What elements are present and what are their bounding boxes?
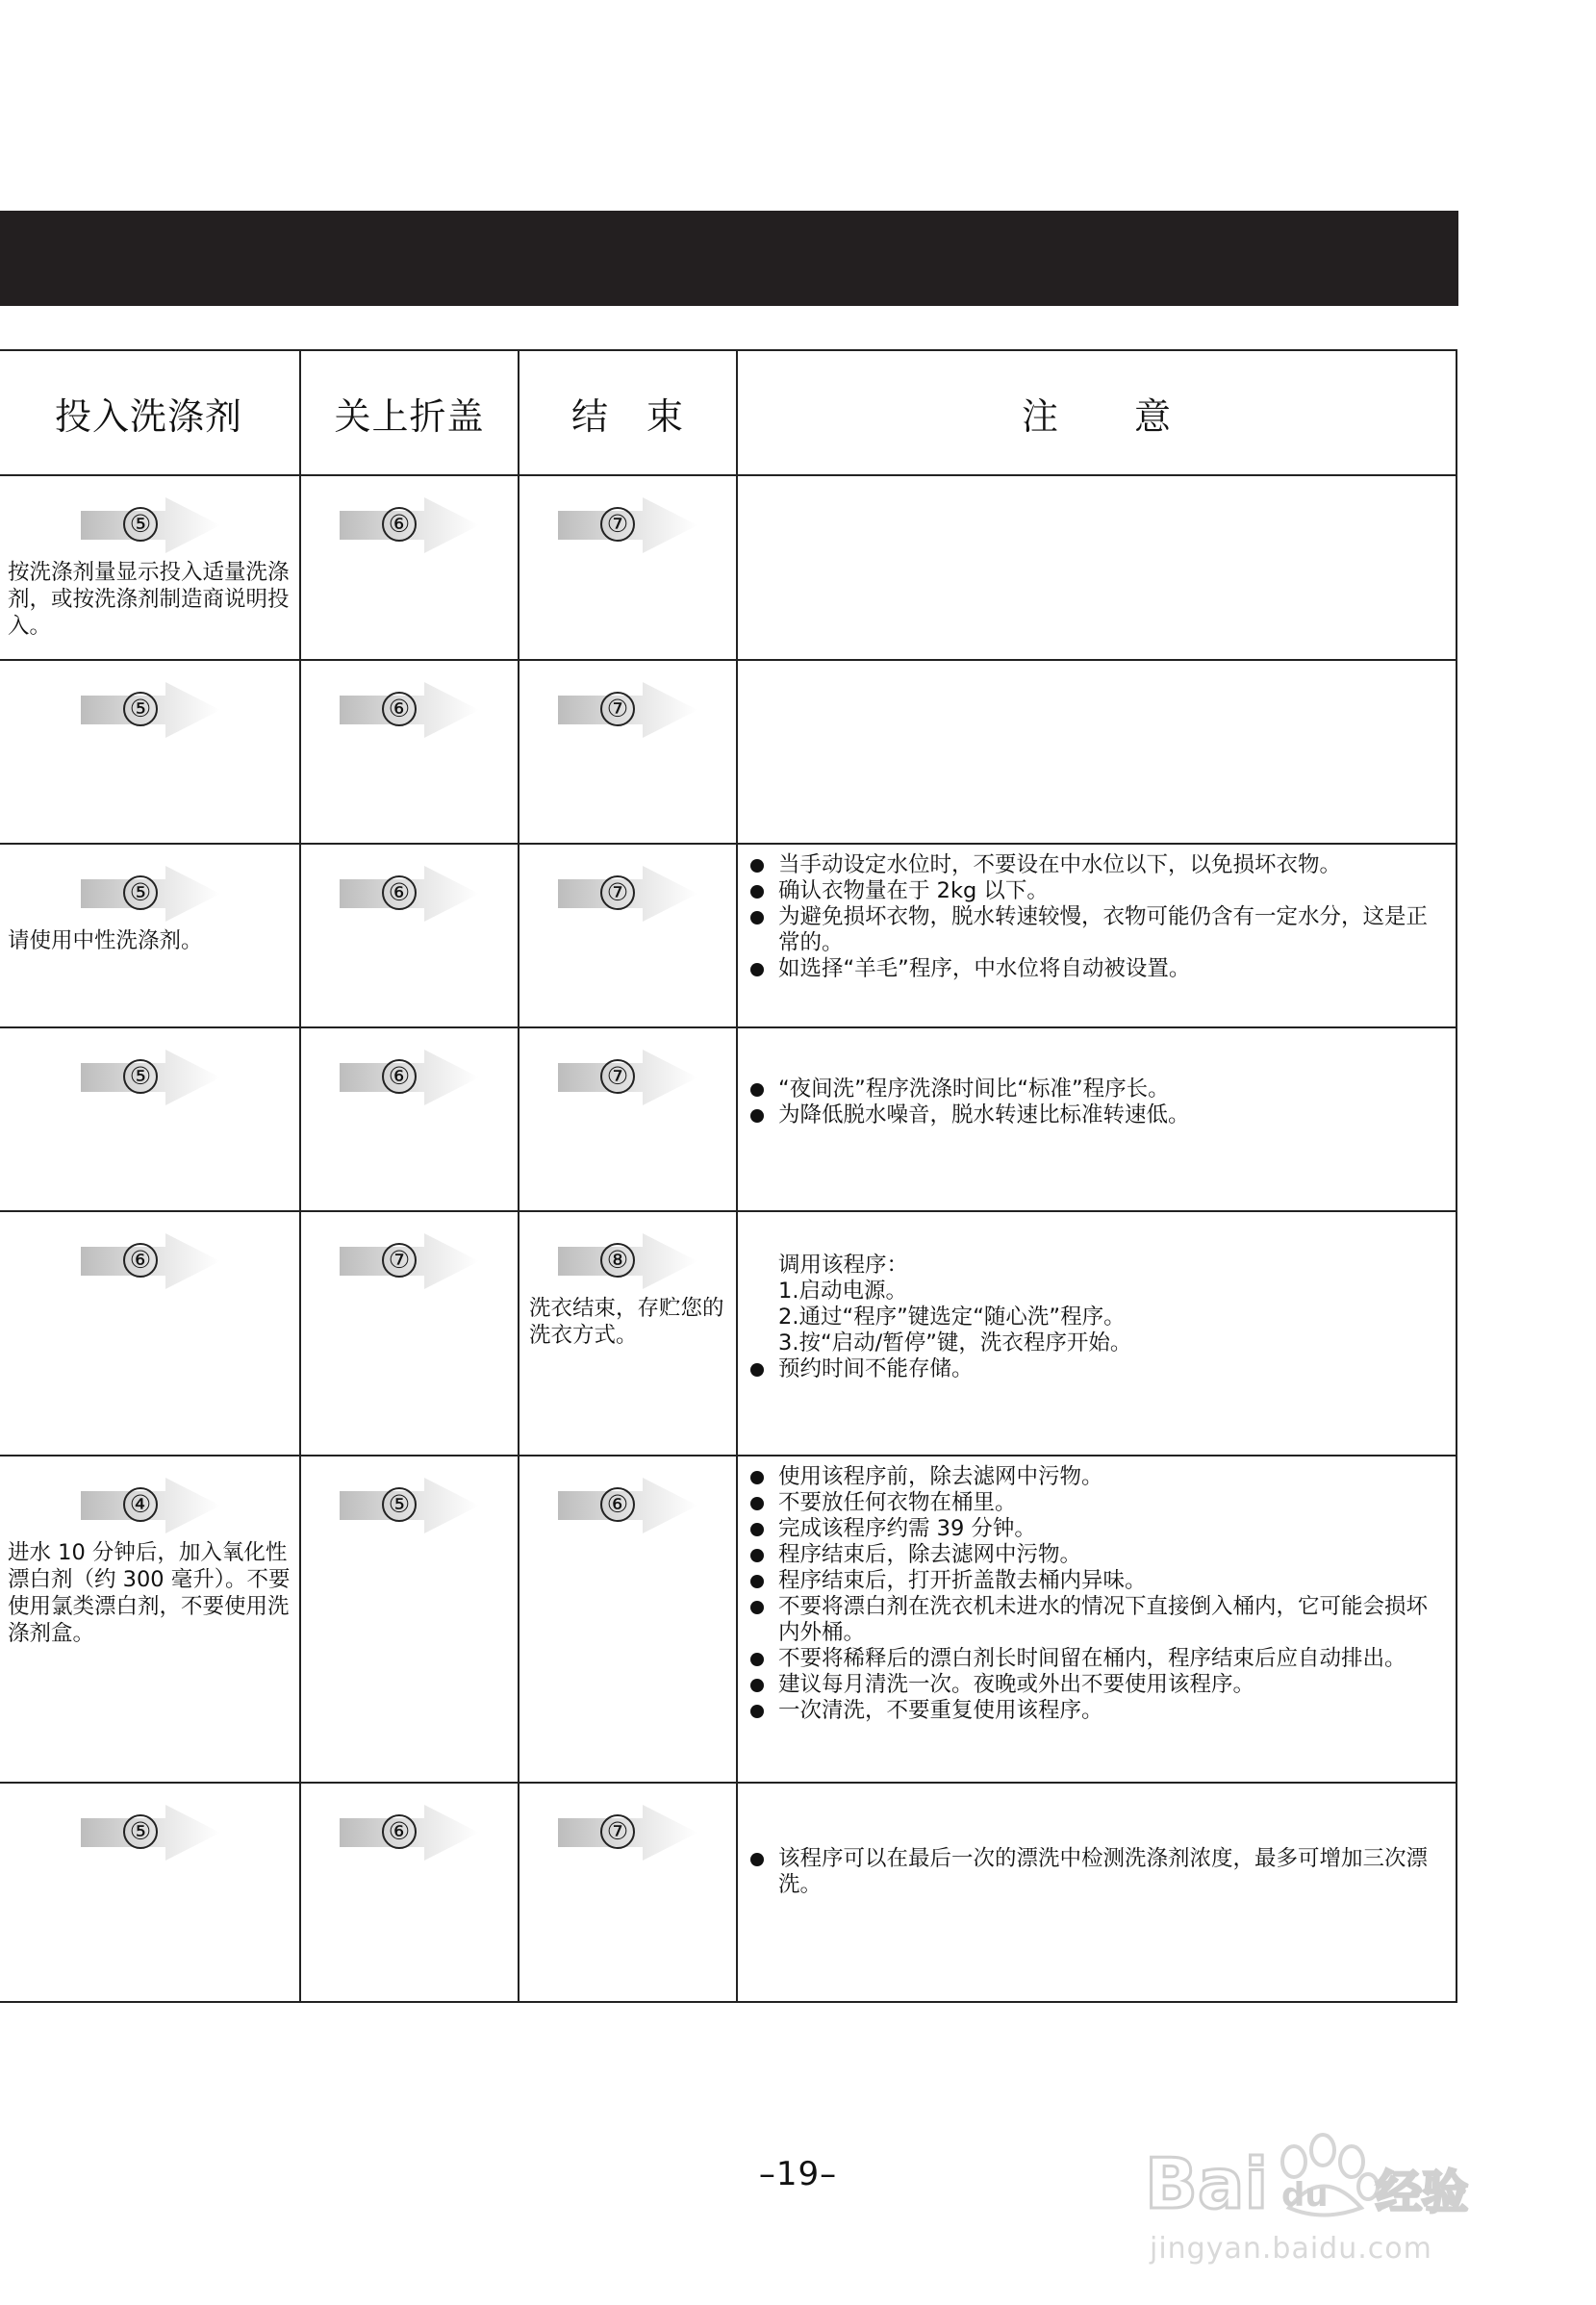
cell-add-detergent <box>0 660 300 844</box>
watermark-url: jingyan.baidu.com <box>1150 2232 1432 2266</box>
note-item: “夜间洗”程序洗涤时间比“标准”程序长。 <box>747 1077 1448 1102</box>
step-arrow <box>81 1233 220 1289</box>
step-number: ⑦ <box>600 1059 635 1094</box>
step-number: ⑧ <box>600 1243 635 1278</box>
step-arrow <box>558 866 697 922</box>
notes-list <box>738 1028 1456 1128</box>
page-number: –19– <box>758 2155 838 2193</box>
note-item: 1.启动电源。 <box>778 1279 907 1304</box>
note-item: 2.通过“程序”键选定“随心洗”程序。 <box>778 1304 1126 1330</box>
step-number: ⑦ <box>600 1814 635 1849</box>
cell-end <box>519 660 737 844</box>
cell-notes <box>737 1783 1457 2002</box>
step-arrow <box>81 866 220 922</box>
cell-end <box>519 475 737 660</box>
note-item: 为降低脱水噪音，脱水转速比标准转速低。 <box>747 1102 1448 1128</box>
cell-notes <box>737 1211 1457 1456</box>
step-arrow <box>81 1805 220 1861</box>
cell-add-detergent <box>0 475 300 660</box>
note-item: 使用该程序前，除去滤网中污物。 <box>747 1464 1448 1490</box>
cell-end <box>519 1783 737 2002</box>
cell-add-detergent <box>0 1783 300 2002</box>
table-row <box>0 844 1457 1027</box>
note-item: 完成该程序约需 39 分钟。 <box>747 1516 1448 1542</box>
cell-close-lid <box>300 475 519 660</box>
note-item: 当手动设定水位时，不要设在中水位以下，以免损坏衣物。 <box>747 852 1448 878</box>
baidu-jingyan-watermark-logo <box>1145 2112 1510 2227</box>
cell-add-detergent <box>0 1027 300 1211</box>
svg-text:Bai: Bai <box>1145 2143 1269 2224</box>
cell-end <box>519 1456 737 1783</box>
table-row <box>0 1211 1457 1456</box>
cell-close-lid <box>300 1027 519 1211</box>
cell-add-detergent <box>0 1211 300 1456</box>
note-item: 预约时间不能存储。 <box>747 1356 1448 1382</box>
step-number: ⑤ <box>382 1487 417 1522</box>
step-arrow <box>340 1050 479 1105</box>
cell-add-detergent <box>0 1456 300 1783</box>
note-item: 程序结束后，打开折盖散去桶内异味。 <box>747 1568 1448 1594</box>
cell-notes <box>737 844 1457 1027</box>
note-item: 确认衣物量在于 2kg 以下。 <box>747 878 1448 904</box>
step-number: ⑤ <box>123 507 158 542</box>
note-item: 不要将稀释后的漂白剂长时间留在桶内，程序结束后应自动排出。 <box>747 1646 1448 1672</box>
note-item: 程序结束后，除去滤网中污物。 <box>747 1542 1448 1568</box>
step-number: ⑤ <box>123 1814 158 1849</box>
step-arrow <box>558 1233 697 1289</box>
header-close-lid: 关上折盖 <box>300 350 519 475</box>
note-item: 如选择“羊毛”程序，中水位将自动被设置。 <box>747 956 1448 982</box>
step-number: ⑤ <box>123 692 158 726</box>
table-header-row <box>0 350 1457 475</box>
step-number: ⑦ <box>600 692 635 726</box>
step-arrow <box>340 497 479 553</box>
step-arrow <box>340 1233 479 1289</box>
cell-add-detergent <box>0 844 300 1027</box>
step-number: ⑥ <box>600 1487 635 1522</box>
note-item: 建议每月清洗一次。夜晚或外出不要使用该程序。 <box>747 1672 1448 1698</box>
svg-text:du: du <box>1281 2176 1329 2215</box>
table-row <box>0 1456 1457 1783</box>
step-arrow <box>558 682 697 738</box>
step-arrow <box>558 497 697 553</box>
step-arrow <box>340 682 479 738</box>
cell-text: 洗衣结束，存贮您的洗衣方式。 <box>529 1296 724 1348</box>
cell-notes <box>737 1456 1457 1783</box>
note-item: 调用该程序： <box>778 1253 909 1278</box>
cell-close-lid <box>300 1456 519 1783</box>
step-number: ⑥ <box>382 1814 417 1849</box>
header-end: 结 束 <box>519 350 737 475</box>
step-number: ⑥ <box>123 1243 158 1278</box>
header-notes: 注 意 <box>737 350 1457 475</box>
step-arrow <box>81 682 220 738</box>
step-arrow <box>340 1478 479 1533</box>
cell-text: 按洗涤剂量显示投入适量洗涤剂，或按洗涤剂制造商说明投入。 <box>8 560 290 639</box>
cell-close-lid <box>300 844 519 1027</box>
note-item: 不要将漂白剂在洗衣机未进水的情况下直接倒入桶内，它可能会损坏内外桶。 <box>747 1594 1448 1646</box>
section-header-bar <box>0 211 1458 306</box>
cell-notes <box>737 1027 1457 1211</box>
step-arrow <box>340 866 479 922</box>
svg-text:经验: 经验 <box>1376 2166 1469 2219</box>
step-number: ⑤ <box>123 1059 158 1094</box>
notes-list <box>738 1784 1456 1898</box>
cell-close-lid <box>300 660 519 844</box>
cell-close-lid <box>300 1211 519 1456</box>
table-row <box>0 660 1457 844</box>
note-item: 一次清洗，不要重复使用该程序。 <box>747 1698 1448 1724</box>
cell-text: 进水 10 分钟后，加入氧化性漂白剂（约 300 毫升）。不要使用氯类漂白剂，不要使用洗涤剂盒。 <box>8 1540 291 1646</box>
step-number: ⑥ <box>382 692 417 726</box>
header-detergent: 投入洗涤剂 <box>0 350 300 475</box>
step-number: ⑤ <box>123 875 158 910</box>
note-item: 不要放任何衣物在桶里。 <box>747 1490 1448 1516</box>
step-number: ⑥ <box>382 875 417 910</box>
cell-close-lid <box>300 1783 519 2002</box>
notes-list <box>738 1456 1456 1724</box>
cell-end <box>519 844 737 1027</box>
cell-end <box>519 1027 737 1211</box>
program-table <box>0 349 1457 2003</box>
cell-text: 请使用中性洗涤剂。 <box>8 928 203 953</box>
cell-notes <box>737 475 1457 660</box>
cell-notes <box>737 660 1457 844</box>
table-row <box>0 475 1457 660</box>
table-row <box>0 1783 1457 2002</box>
note-item: 该程序可以在最后一次的漂洗中检测洗涤剂浓度，最多可增加三次漂洗。 <box>747 1846 1448 1898</box>
step-arrow <box>81 1050 220 1105</box>
step-number: ⑥ <box>382 507 417 542</box>
notes-list <box>738 1212 1456 1382</box>
step-number: ⑥ <box>382 1059 417 1094</box>
step-arrow <box>558 1050 697 1105</box>
step-arrow <box>558 1478 697 1533</box>
note-item: 3.按“启动/暂停”键，洗衣程序开始。 <box>778 1330 1132 1355</box>
step-number: ⑦ <box>600 875 635 910</box>
step-arrow <box>340 1805 479 1861</box>
step-number: ⑦ <box>600 507 635 542</box>
table-row <box>0 1027 1457 1211</box>
step-number: ④ <box>123 1487 158 1522</box>
notes-list <box>738 845 1456 982</box>
step-arrow <box>558 1805 697 1861</box>
step-arrow <box>81 497 220 553</box>
note-item: 为避免损坏衣物，脱水转速较慢，衣物可能仍含有一定水分，这是正常的。 <box>747 904 1448 956</box>
cell-end <box>519 1211 737 1456</box>
step-arrow <box>81 1478 220 1533</box>
step-number: ⑦ <box>382 1243 417 1278</box>
